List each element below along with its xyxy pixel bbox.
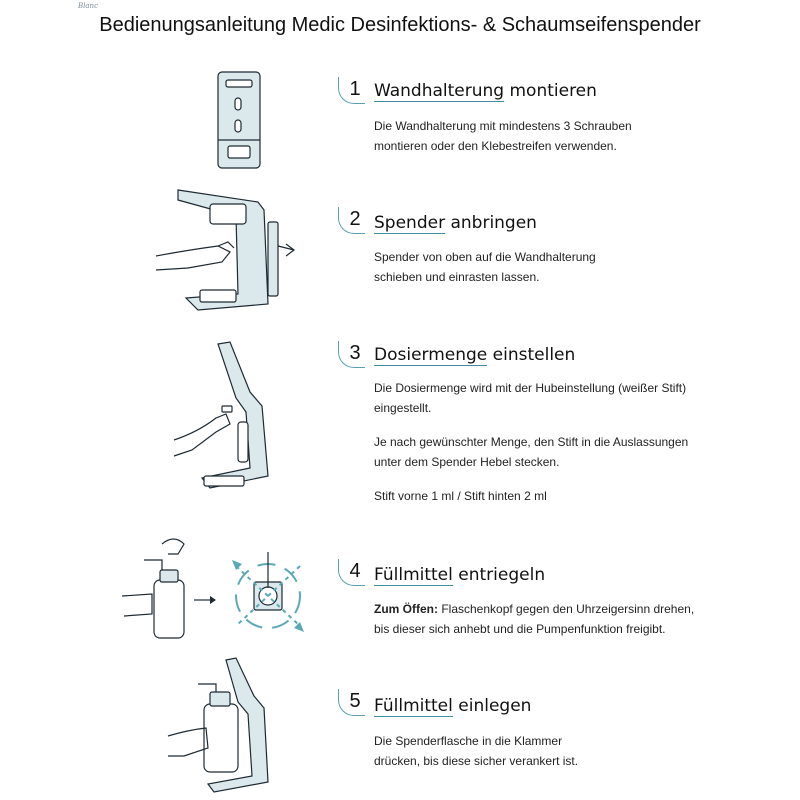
dosage-setting-illustration: [118, 336, 328, 496]
insert-filler-illustration: [118, 656, 328, 796]
step-number: 3: [342, 340, 368, 366]
step-number: 1: [342, 76, 368, 102]
step-number: 5: [342, 688, 368, 714]
step-2: [0, 186, 800, 326]
mount-dispenser-illustration: [118, 186, 328, 326]
step-description: Die Dosiermenge wird mit der Hubeinstellung (weißer Stift) eingestellt. Je nach gewünschter Menge, den Stift in die Auslassungen unter dem Spender Hebel stecken. Stift vorne 1 ml / Stift hinten 2 ml: [374, 381, 689, 503]
step-3: [0, 336, 800, 503]
step-number: 4: [342, 558, 368, 584]
step-number: 2: [342, 206, 368, 232]
page-title: Bedienungsanleitung Medic Desinfektions- & Schaumseifenspender: [99, 14, 701, 36]
step-title: Füllmittel entriegeln: [374, 565, 546, 585]
unlock-filler-illustration: [118, 530, 328, 670]
step-title: Füllmittel einlegen: [374, 696, 532, 716]
step-title: Wandhalterung montieren: [374, 81, 597, 101]
brand-logo: Blanc: [78, 2, 98, 10]
step-4: [0, 530, 800, 670]
step-description: Die Wandhalterung mit mindestens 3 Schrauben montieren oder den Klebestreifen verwenden.: [374, 119, 632, 153]
step-5: [0, 656, 800, 796]
step-title: Spender anbringen: [374, 213, 537, 233]
step-title: Dosiermenge einstellen: [374, 345, 576, 365]
step-description: Zum Öffen: Flaschenkopf gegen den Uhrzeigersinn drehen, bis dieser sich anhebt und die Pumpenfunktion freigibt.: [374, 602, 695, 636]
step-description: Die Spenderflasche in die Klammer drücken, bis diese sicher verankert ist.: [374, 734, 579, 768]
bold-lead: Zum Öffen:: [374, 602, 438, 616]
step-description: Spender von oben auf die Wandhalterung schieben und einrasten lassen.: [374, 250, 596, 284]
